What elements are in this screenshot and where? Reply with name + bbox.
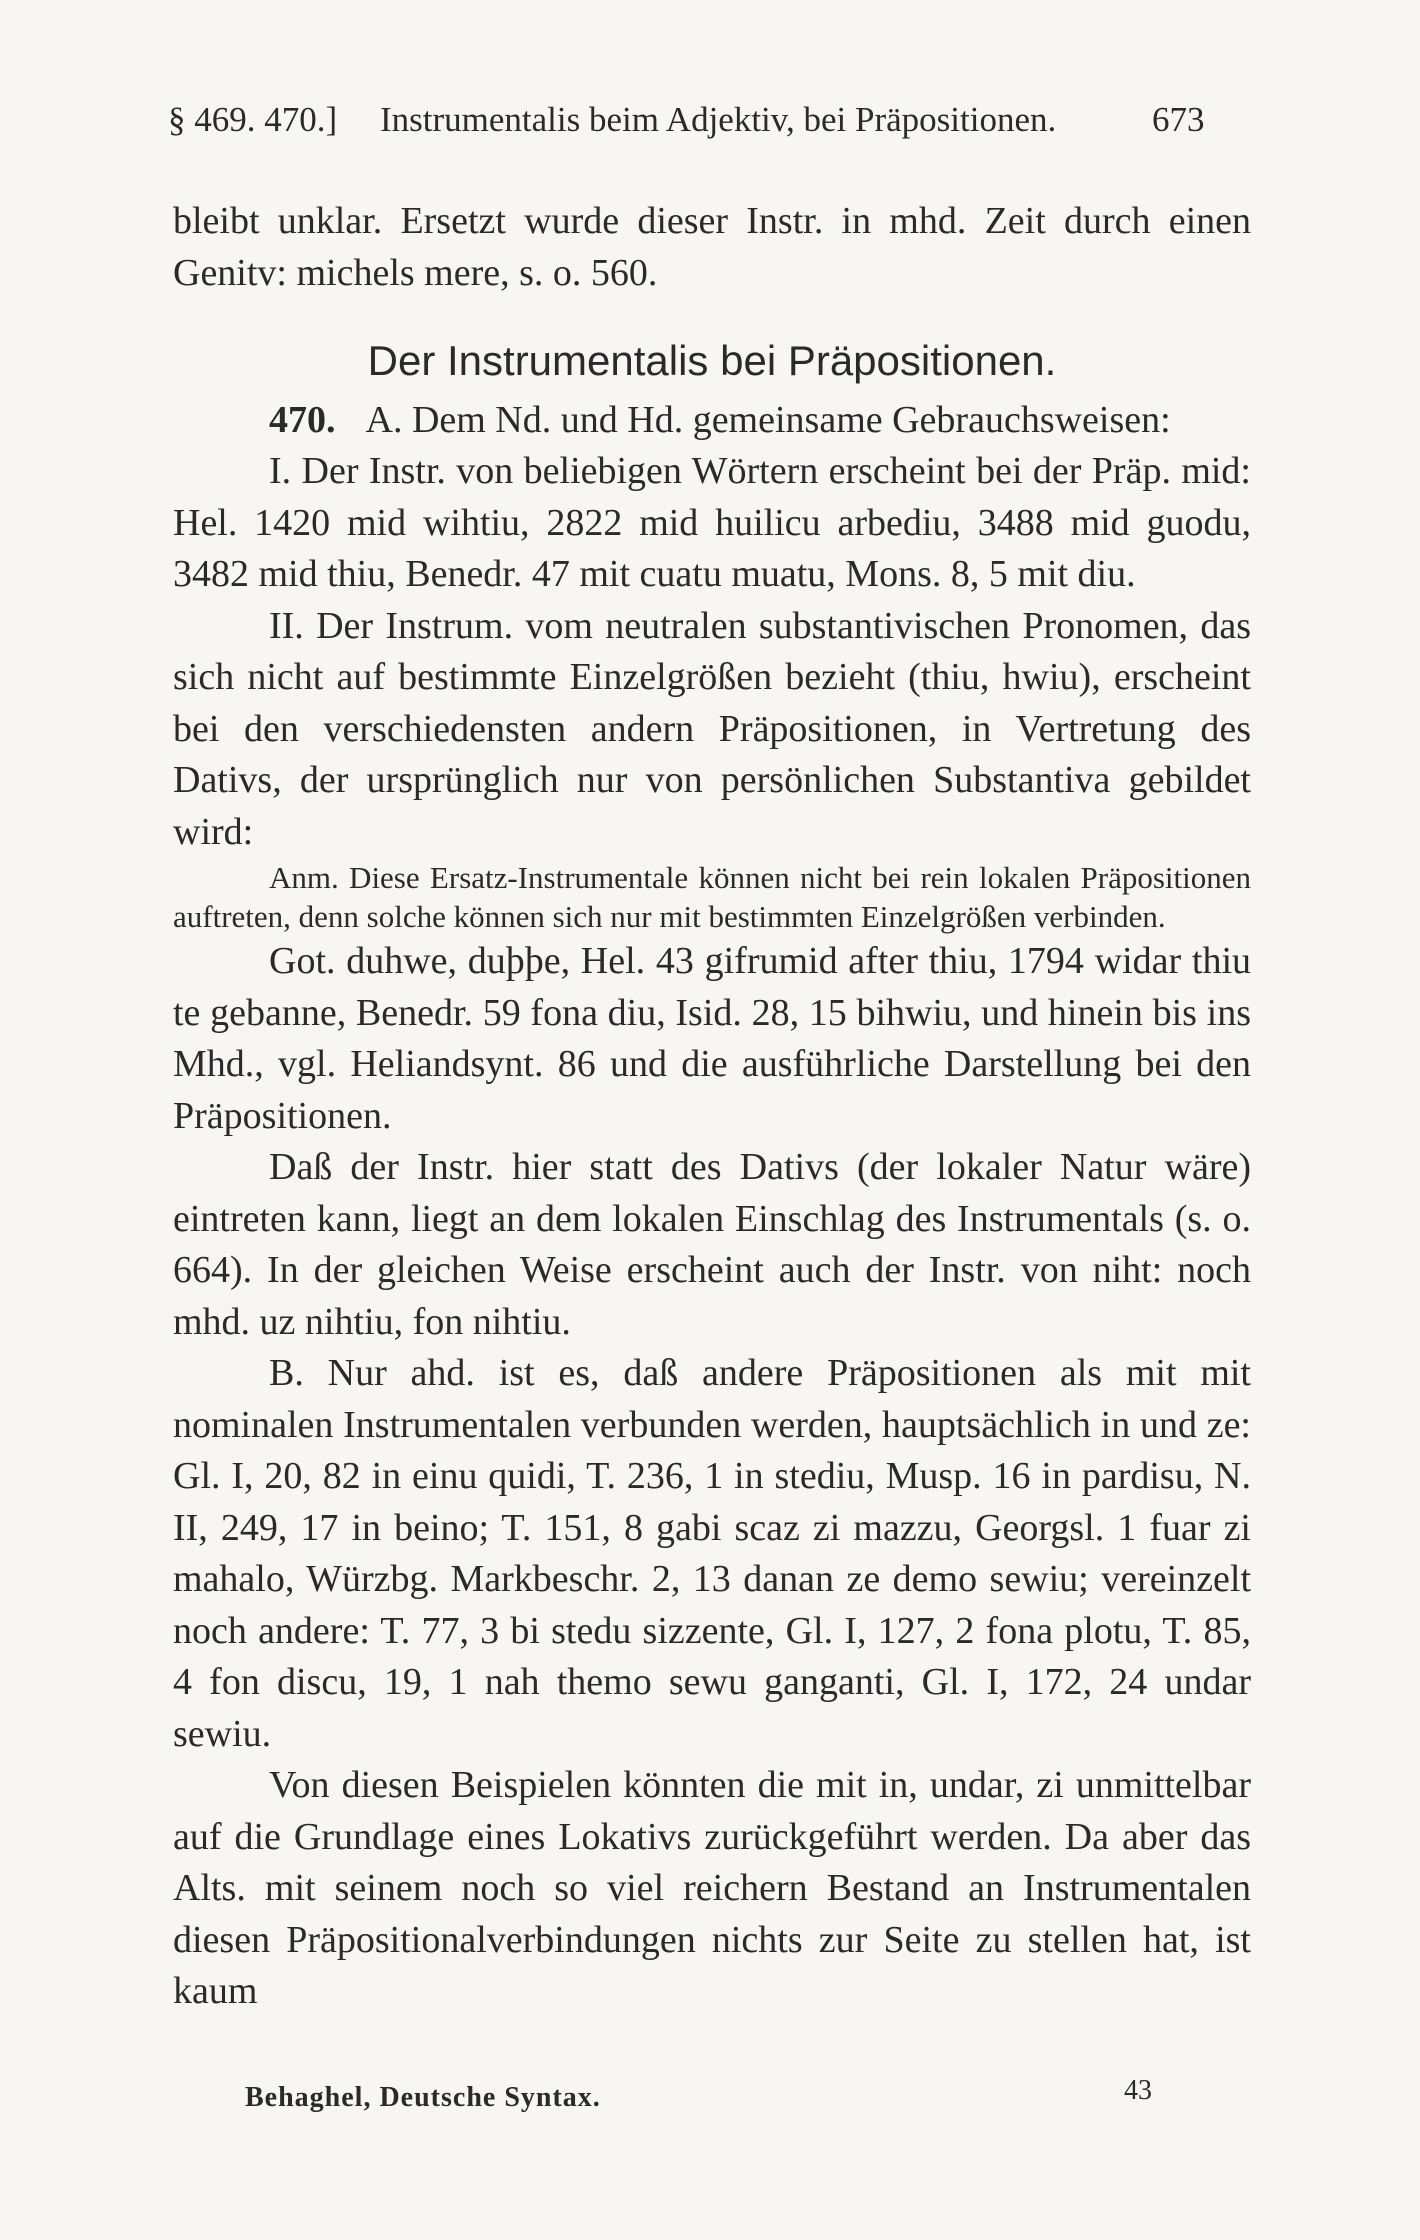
annotation-note: Anm. Diese Ersatz-Instrumentale können nicht bei rein lokalen Präpositionen auftreten, denn solche können sich nur mit bestimmten Einzelgrößen verbinden.	[173, 860, 1251, 934]
intro-paragraph: bleibt unklar. Ersetzt wurde dieser Instr. in mhd. Zeit durch einen Genitv: michels mere, s. o. 560.	[173, 200, 1251, 294]
section-number: 470.	[269, 398, 336, 441]
footer-signature: Behaghel, Deutsche Syntax.	[245, 2082, 601, 2113]
main-text	[173, 196, 1251, 2018]
paragraph-470	[173, 395, 1251, 447]
section-heading: Der Instrumentalis bei Präpositionen.	[367, 337, 1057, 384]
paragraph-von: Von diesen Beispielen könnten die mit in, undar, zi unmittelbar auf die Grundlage eines Lokativs zurückgeführt werden. Da aber das Alts. mit seinem noch so viel reichern Bestand an Instrumentalen diesen Präpositionalverbindungen nichts zur Seite zu stellen hat, ist kaum	[173, 1764, 1251, 2012]
header-running-title: Instrumentalis beim Adjektiv, bei Präpositionen.	[380, 100, 1057, 139]
header-page-number: 673	[1152, 100, 1205, 139]
paragraph-II: II. Der Instrum. vom neutralen substantivischen Pronomen, das sich nicht auf bestimmte Einzelgrößen bezieht (thiu, hwiu), erscheint bei den verschiedensten andern Präpositionen, in Vertretung des Dativs, der ursprünglich nur von persönlichen Substantiva gebildet wird:	[173, 604, 1251, 853]
header-section-ref: § 469. 470.]	[168, 100, 338, 139]
paragraph-dass: Daß der Instr. hier statt des Dativs (der lokaler Natur wäre) eintreten kann, liegt an dem lokalen Einschlag des Instrumentals (s. o. 664). In der gleichen Weise erscheint auch der Instr. von niht: noch mhd. uz nihtiu, fon nihtiu.	[173, 1146, 1251, 1343]
paragraph-B: B. Nur ahd. ist es, daß andere Präpositionen als mit mit nominalen Instrumentalen verbunden werden, hauptsächlich in und ze: Gl. I, 20, 82 in einu quidi, T. 236, 1 in stediu, Musp. 16 in pardisu, N. II, 249, 17 in beino; T. 151, 8 gabi scaz zi mazzu, Georgsl. 1 fuar zi mahalo, Würzbg. Markbeschr. 2, 13 danan ze demo sewiu; vereinzelt noch andere: T. 77, 3 bi stedu sizzente, Gl. I, 127, 2 fona plotu, T. 85, 4 fon discu, 19, 1 nah themo sewu ganganti, Gl. I, 172, 24 undar sewiu.	[173, 1352, 1251, 1755]
paragraph-I: I. Der Instr. von beliebigen Wörtern erscheint bei der Präp. mid: Hel. 1420 mid wihtiu, 2822 mid huilicu arbediu, 3488 mid guodu, 3482 mid thiu, Benedr. 47 mit cuatu muatu, Mons. 8, 5 mit diu.	[173, 450, 1251, 595]
paragraph-got: Got. duhwe, duþþe, Hel. 43 gifrumid after thiu, 1794 widar thiu te gebanne, Benedr. 59 fona diu, Isid. 28, 15 bihwiu, und hinein bis ins Mhd., vgl. Heliandsynt. 86 und die ausführliche Darstellung bei den Präpositionen.	[173, 940, 1251, 1137]
paragraph-470-text: A. Dem Nd. und Hd. gemeinsame Gebrauchsweisen:	[365, 398, 1171, 441]
footer-sheet-number: 43	[1124, 2075, 1152, 2106]
